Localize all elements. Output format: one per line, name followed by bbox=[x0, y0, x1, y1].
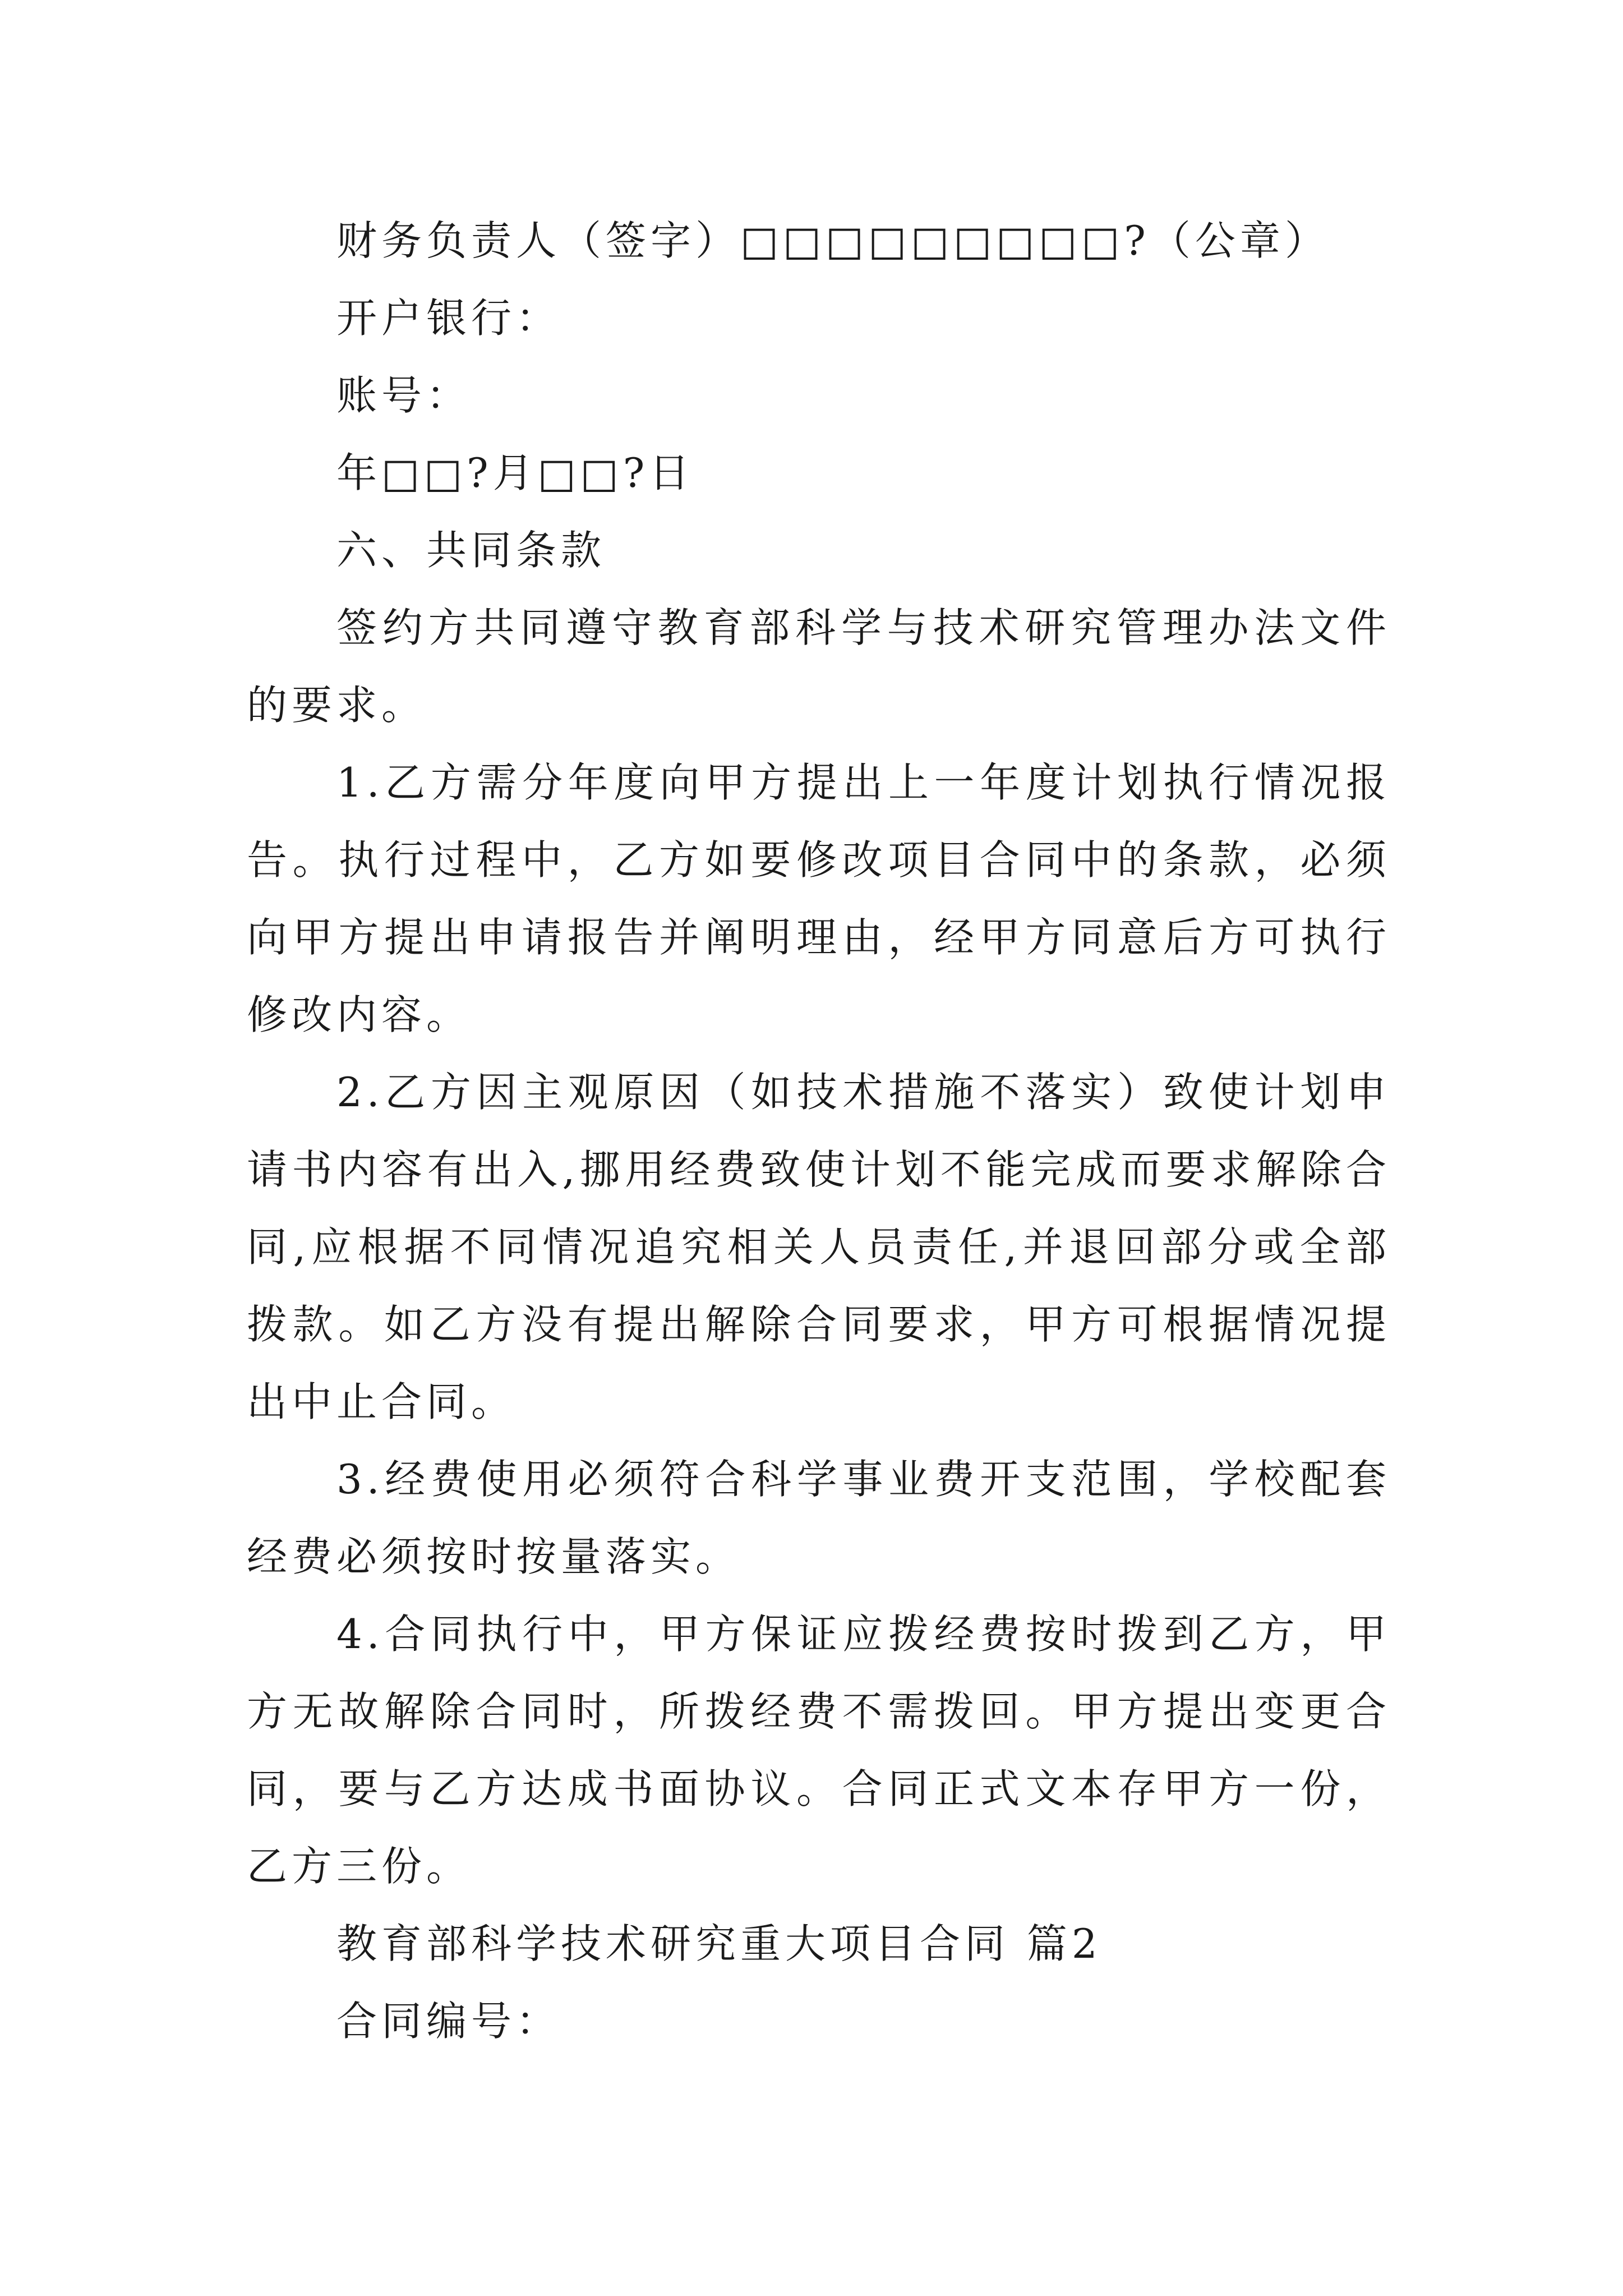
next-contract-title: 教育部科学技术研究重大项目合同 篇2 bbox=[336, 1920, 1102, 1967]
clause-3: 3.经费使用必须符合科学事业费开支范围，学校配套经费必须按时按量落实。 bbox=[247, 1456, 1391, 1580]
clause-1: 1.乙方需分年度向甲方提出上一年度计划执行情况报告。执行过程中，乙方如要修改项目合同中的条款，必须向甲方提出申请报告并阐明理由，经甲方同意后方可执行修改内容。 bbox=[247, 759, 1391, 1038]
date-line: 年□□?月□□?日 bbox=[336, 449, 694, 496]
document-page bbox=[247, 202, 1391, 2060]
clause-2: 2.乙方因主观原因（如技术措施不落实）致使计划申请书内容有出入,挪用经费致使计划不能完成而要求解除合同,应根据不同情况追究相关人员责任,并退回部分或全部拨款。如乙方没有提出解除合同要求，甲方可根据情况提出中止合同。 bbox=[247, 1069, 1391, 1425]
clause-4: 4.合同执行中，甲方保证应拨经费按时拨到乙方，甲方无故解除合同时，所拨经费不需拨回。甲方提出变更合同，要与乙方达成书面协议。合同正式文本存甲方一份，乙方三份。 bbox=[247, 1611, 1391, 1890]
contract-number-line: 合同编号： bbox=[336, 1998, 561, 2045]
finance-signature-line: 财务负责人（签字）□□□□□□□□□?（公章） bbox=[336, 217, 1330, 264]
account-line: 账号： bbox=[336, 372, 472, 419]
bank-line: 开户银行： bbox=[336, 295, 561, 342]
intro-paragraph: 签约方共同遵守教育部科学与技术研究管理办法文件的要求。 bbox=[247, 604, 1391, 729]
section-title: 六、共同条款 bbox=[336, 527, 606, 574]
